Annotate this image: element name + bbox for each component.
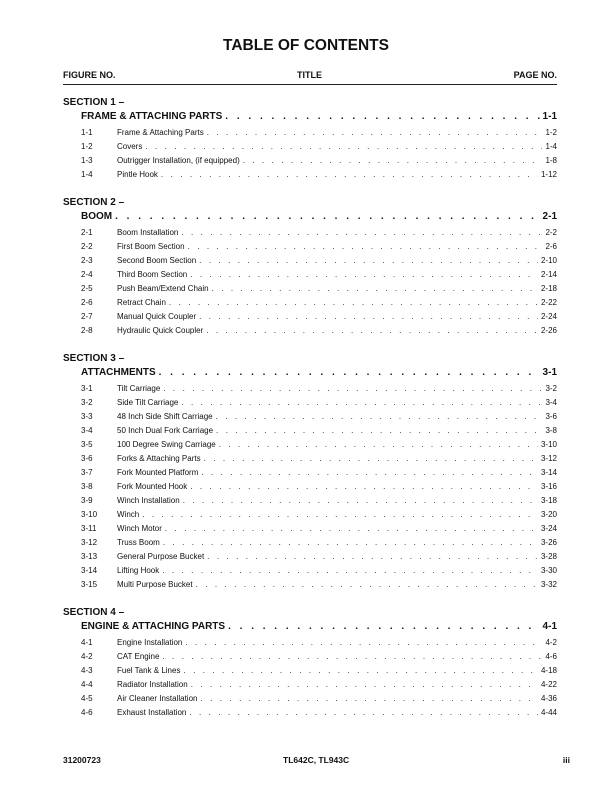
section-title-row[interactable] (81, 366, 557, 382)
entry-title: Frame & Attaching Parts (117, 128, 204, 137)
toc-section (63, 606, 557, 720)
toc-entry[interactable] (81, 636, 557, 650)
entry-title: Fork Mounted Hook (117, 482, 188, 491)
toc-entry[interactable] (81, 508, 557, 522)
toc-entry[interactable] (81, 382, 557, 396)
toc-section (63, 352, 557, 592)
entry-page: 3-18 (540, 496, 557, 505)
entry-page: 2-26 (540, 326, 557, 335)
entry-page: 2-18 (540, 284, 557, 293)
dot-leader (199, 254, 538, 268)
dot-leader (212, 282, 538, 296)
entry-page: 2-2 (545, 228, 557, 237)
figure-number: 4-1 (81, 638, 93, 647)
entry-title: 100 Degree Swing Carriage (117, 440, 216, 449)
figure-number: 3-10 (81, 510, 98, 519)
dot-leader (219, 438, 538, 452)
dot-leader (181, 396, 542, 410)
entry-title: Second Boom Section (117, 256, 197, 265)
entry-title: Third Boom Section (117, 270, 188, 279)
entry-title: Side Tilt Carriage (117, 398, 179, 407)
header-figure-no: FIGURE NO. (63, 70, 116, 80)
dot-leader (228, 620, 539, 634)
entry-page: 3-4 (545, 398, 557, 407)
entry-title: Winch (117, 510, 140, 519)
toc-entry[interactable] (81, 396, 557, 410)
dot-leader (163, 382, 542, 396)
entry-page: 2-10 (540, 256, 557, 265)
entry-page: 3-6 (545, 412, 557, 421)
toc-entry[interactable] (81, 226, 557, 240)
entry-title: Radiator Installation (117, 680, 188, 689)
entry-page: 3-10 (540, 440, 557, 449)
entry-title: Hydraulic Quick Coupler (117, 326, 204, 335)
section-page: 3-1 (542, 367, 557, 378)
entry-title: Lifting Hook (117, 566, 160, 575)
dot-leader (188, 240, 543, 254)
toc-entry[interactable] (81, 664, 557, 678)
figure-number: 2-5 (81, 284, 93, 293)
figure-number: 4-6 (81, 708, 93, 717)
header-page-no: PAGE NO. (513, 70, 557, 80)
figure-number: 2-3 (81, 256, 93, 265)
toc-entry[interactable] (81, 310, 557, 324)
entry-page: 3-32 (540, 580, 557, 589)
dot-leader (190, 480, 538, 494)
entry-title: 48 Inch Side Shift Carriage (117, 412, 213, 421)
entry-page: 2-22 (540, 298, 557, 307)
entry-title: Truss Boom (117, 538, 160, 547)
entry-title: Retract Chain (117, 298, 166, 307)
toc-entry[interactable] (81, 564, 557, 578)
figure-number: 1-1 (81, 128, 93, 137)
entry-title: 50 Inch Dual Fork Carriage (117, 426, 214, 435)
toc-entry[interactable] (81, 466, 557, 480)
section-label: SECTION 4 – (63, 607, 125, 618)
toc-entry[interactable] (81, 296, 557, 310)
figure-number: 2-6 (81, 298, 93, 307)
dot-leader (115, 210, 539, 224)
section-page: 4-1 (542, 621, 557, 632)
entry-page: 3-14 (540, 468, 557, 477)
figure-number: 2-4 (81, 270, 93, 279)
figure-number: 3-9 (81, 496, 93, 505)
entry-page: 3-30 (540, 566, 557, 575)
dot-leader (189, 706, 538, 720)
footer-model: TL642C, TL943C (283, 755, 350, 765)
dot-leader (185, 636, 542, 650)
toc-entry[interactable] (81, 480, 557, 494)
figure-number: 3-14 (81, 566, 98, 575)
dot-leader (183, 494, 538, 508)
section-label: SECTION 1 – (63, 97, 125, 108)
entry-page: 4-18 (540, 666, 557, 675)
figure-number: 1-3 (81, 156, 93, 165)
toc-entry[interactable] (81, 452, 557, 466)
figure-number: 1-4 (81, 170, 93, 179)
figure-number: 3-8 (81, 482, 93, 491)
section-page: 2-1 (542, 211, 557, 222)
figure-number: 2-1 (81, 228, 93, 237)
toc-entry[interactable] (81, 282, 557, 296)
toc-entry[interactable] (81, 706, 557, 720)
dot-leader (161, 168, 538, 182)
dot-leader (207, 126, 543, 140)
dot-leader (196, 578, 538, 592)
section-title: ATTACHMENTS (81, 367, 156, 378)
entry-title: Push Beam/Extend Chain (117, 284, 209, 293)
entry-title: General Purpose Bucket (117, 552, 205, 561)
entry-title: Outrigger Installation, (if equipped) (117, 156, 240, 165)
entry-page: 2-6 (545, 242, 557, 251)
figure-number: 2-2 (81, 242, 93, 251)
dot-leader (162, 564, 538, 578)
dot-leader (207, 550, 538, 564)
toc-entry[interactable] (81, 324, 557, 338)
section-title: BOOM (81, 211, 113, 222)
figure-number: 3-3 (81, 412, 93, 421)
figure-number: 4-5 (81, 694, 93, 703)
toc-entry[interactable] (81, 140, 557, 154)
entry-page: 3-26 (540, 538, 557, 547)
toc-entry[interactable] (81, 424, 557, 438)
figure-number: 4-2 (81, 652, 93, 661)
entry-title: Exhaust Installation (117, 708, 187, 717)
dot-leader (190, 268, 538, 282)
entry-page: 4-36 (540, 694, 557, 703)
dot-leader (216, 410, 543, 424)
section-label: SECTION 3 – (63, 353, 125, 364)
dot-leader (216, 424, 542, 438)
toc-list (63, 96, 557, 734)
entry-title: Covers (117, 142, 143, 151)
entry-page: 3-20 (540, 510, 557, 519)
entry-title: Boom Installation (117, 228, 179, 237)
entry-page: 1-12 (540, 170, 557, 179)
entry-title: Winch Motor (117, 524, 162, 533)
toc-entry[interactable] (81, 154, 557, 168)
dot-leader (225, 110, 539, 124)
dot-leader (145, 140, 542, 154)
dot-leader (169, 296, 538, 310)
figure-number: 3-2 (81, 398, 93, 407)
entry-title: Engine Installation (117, 638, 183, 647)
figure-number: 3-12 (81, 538, 98, 547)
entry-title: Fuel Tank & Lines (117, 666, 181, 675)
figure-number: 4-4 (81, 680, 93, 689)
toc-entry[interactable] (81, 678, 557, 692)
entry-page: 4-44 (540, 708, 557, 717)
figure-number: 2-7 (81, 312, 93, 321)
toc-entry[interactable] (81, 522, 557, 536)
footer-page: iii (562, 755, 570, 765)
header-title: TITLE (297, 70, 322, 80)
entry-page: 2-24 (540, 312, 557, 321)
entry-page: 4-2 (545, 638, 557, 647)
toc-entry[interactable] (81, 650, 557, 664)
toc-entry[interactable] (81, 410, 557, 424)
toc-entry[interactable] (81, 550, 557, 564)
dot-leader (183, 664, 538, 678)
toc-entry[interactable] (81, 578, 557, 592)
entry-page: 4-22 (540, 680, 557, 689)
entry-title: Multi Purpose Bucket (117, 580, 193, 589)
dot-leader (206, 324, 538, 338)
entry-page: 4-6 (545, 652, 557, 661)
dot-leader (201, 466, 538, 480)
toc-entry[interactable] (81, 254, 557, 268)
entry-title: Forks & Attaching Parts (117, 454, 201, 463)
entry-page: 3-8 (545, 426, 557, 435)
entry-page: 3-2 (545, 384, 557, 393)
figure-number: 3-7 (81, 468, 93, 477)
dot-leader (204, 452, 538, 466)
figure-number: 4-3 (81, 666, 93, 675)
entry-page: 3-16 (540, 482, 557, 491)
toc-section (63, 196, 557, 338)
entry-page: 3-28 (540, 552, 557, 561)
entry-title: Winch Installation (117, 496, 180, 505)
section-page: 1-1 (542, 111, 557, 122)
entry-page: 1-4 (545, 142, 557, 151)
figure-number: 3-4 (81, 426, 93, 435)
dot-leader (191, 678, 538, 692)
entry-title: Pintle Hook (117, 170, 158, 179)
entry-title: First Boom Section (117, 242, 185, 251)
dot-leader (181, 226, 542, 240)
dot-leader (163, 536, 538, 550)
dot-leader (142, 508, 538, 522)
section-title-row[interactable] (81, 110, 557, 126)
entry-title: Air Cleaner Installation (117, 694, 198, 703)
section-title-row[interactable] (81, 210, 557, 226)
dot-leader (159, 366, 540, 380)
figure-number: 3-5 (81, 440, 93, 449)
entry-page: 3-12 (540, 454, 557, 463)
entry-title: Fork Mounted Platform (117, 468, 199, 477)
toc-entry[interactable] (81, 126, 557, 140)
toc-entry[interactable] (81, 168, 557, 182)
column-header (63, 70, 557, 85)
figure-number: 1-2 (81, 142, 93, 151)
dot-leader (243, 154, 543, 168)
toc-section (63, 96, 557, 182)
toc-entry[interactable] (81, 536, 557, 550)
figure-number: 3-13 (81, 552, 98, 561)
toc-entry[interactable] (81, 692, 557, 706)
entry-page: 1-8 (545, 156, 557, 165)
entry-title: CAT Engine (117, 652, 160, 661)
footer-doc-number: 31200723 (63, 755, 101, 765)
figure-number: 2-8 (81, 326, 93, 335)
dot-leader (165, 522, 538, 536)
figure-number: 3-15 (81, 580, 98, 589)
section-label: SECTION 2 – (63, 197, 125, 208)
toc-entry[interactable] (81, 240, 557, 254)
toc-entry[interactable] (81, 494, 557, 508)
section-title-row[interactable] (81, 620, 557, 636)
dot-leader (200, 692, 538, 706)
figure-number: 3-6 (81, 454, 93, 463)
figure-number: 3-1 (81, 384, 93, 393)
toc-entry[interactable] (81, 438, 557, 452)
toc-entry[interactable] (81, 268, 557, 282)
figure-number: 3-11 (81, 524, 97, 533)
section-title: ENGINE & ATTACHING PARTS (81, 621, 226, 632)
page-title: TABLE OF CONTENTS (223, 37, 389, 54)
dot-leader (199, 310, 538, 324)
entry-page: 3-24 (540, 524, 557, 533)
entry-page: 2-14 (540, 270, 557, 279)
entry-title: Tilt Carriage (117, 384, 161, 393)
section-title: FRAME & ATTACHING PARTS (81, 111, 223, 122)
entry-page: 1-2 (545, 128, 557, 137)
entry-title: Manual Quick Coupler (117, 312, 197, 321)
dot-leader (162, 650, 542, 664)
